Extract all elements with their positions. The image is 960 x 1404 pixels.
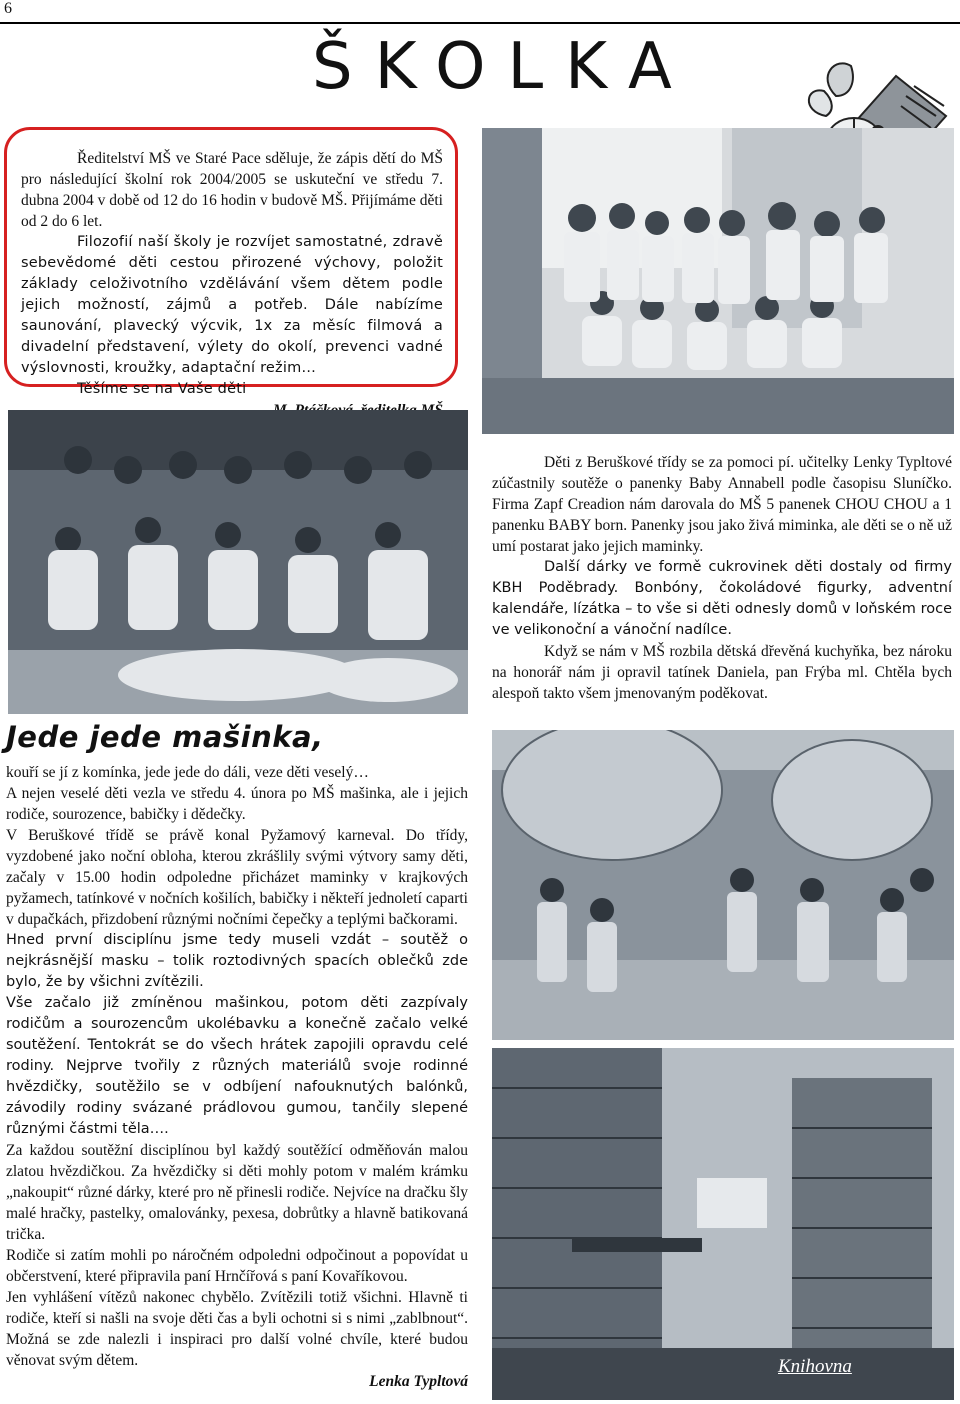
header-rule xyxy=(0,22,960,24)
library-caption: Knihovna xyxy=(778,1356,852,1377)
caption-paragraph: Děti z Beruškové třídy se za pomoci pí. učitelky Lenky Typltové zúčastnily soutěže o panenky Baby Annabell podle časopisu Sluníčko. Firma Zapf Creadion nám darovala do MŠ 5 panenek CHOU CHOU a 1 panenku BABY born. Panenky jsou jako živá miminka, ale děti se o ně už umí postarat jako jejich maminky. xyxy=(492,454,952,555)
dolls-caption xyxy=(492,452,952,704)
notice-paragraph: Filozofií naší školy je rozvíjet samostatné, zdravě sebevědomé děti cestou přirozené výchovy, položit základy celoživotního vzdělávání všem dětem podle jejich možností, zájmů a potřeb. Dále nabízíme saunování, plavecký výcvik, 1x za měsíc filmová a divadelní představení, výlety do okolí, prevenci vadné výslovnosti, kroužky, adaptační režim… xyxy=(21,234,443,376)
article-paragraph: Hned první disciplínu jsme tedy museli vzdát – soutěž o nejkrásnější masku – tolik roztodivných spacích oblečků zde bylo, že by všichni zvítězili. xyxy=(6,932,468,990)
article-paragraph: V Beruškové třídě se právě konal Pyžamový karneval. Do třídy, vyzdobené jako noční obloha, kterou zkrášlily svými výtvory samy děti, začaly v 15.00 hodin odpoledne přicházet maminky v krajkových pyžamech, tatínkové v nočních košilích, babičky i někteří jednoletí caparti v dupačkách, přizdobení různými nočními čepečky a teplými bačkorami. xyxy=(6,827,468,928)
article-paragraph: kouří se jí z komínka, jede jede do dáli, veze děti veselý… xyxy=(6,764,369,781)
article-paragraph: A nejen veselé děti vezla ve středu 4. února po MŠ mašinka, ale i jejich rodiče, sourozence, babičky i dědečky. xyxy=(6,785,468,823)
page-number: 6 xyxy=(4,0,12,17)
balloon-party-photo xyxy=(492,730,954,1040)
library-photo xyxy=(492,1048,954,1400)
pyjama-carnival-photo xyxy=(8,410,468,714)
notice-paragraph: Těšíme se na Vaše děti xyxy=(77,381,247,397)
caption-paragraph: Když se nám v MŠ rozbila dětská dřevěná kuchyňka, bez nároku na honorář nám ji opravil tatínek Daniela, pan Frýba ml. Chtěla bych alespoň takto všem jmenovaným poděkovat. xyxy=(492,643,952,702)
article-author: Lenka Typltová xyxy=(369,1373,468,1390)
carnival-article xyxy=(6,762,468,1392)
article-paragraph: Vše začalo již zmíněnou mašinkou, potom děti zazpívaly rodičům a sourozencům ukolébavku a konečně začalo velké soutěžení. Tentokrát se do všech hrátek zapojili opravdu celé rodiny. Nejprve tvořily z různých materiálů svoje rodinné hvězdičky, soutěžilo se v odbíjení nafouknutých balónků, závodily rodiny svázané prádlovou gumou, tančily slepené různými částmi těla…. xyxy=(6,995,468,1137)
page-title: ŠKOLKA xyxy=(312,30,694,104)
enrollment-notice xyxy=(4,127,458,397)
children-group-photo xyxy=(482,128,954,434)
article-paragraph: Za každou soutěžní disciplínou byl každý soutěžící odměňován malou zlatou hvězdičkou. Za hvězdičky si děti mohly potom v malém krámku „nakoupit“ různé dárky, které pro ně přinesli rodiče. Nejvíce na dračku šly malé hračky, pastelky, omalovánky, pexesa, dobrůtky a hlavně batikovaná trička. xyxy=(6,1142,468,1243)
notice-paragraph: Ředitelství MŠ ve Staré Pace sděluje, že zápis dětí do MŠ pro následující školní rok 2004/2005 se uskuteční ve středu 7. dubna 2004 v době od 12 do 16 hodin v budově MŠ. Přijímáme děti od 2 do 6 let. xyxy=(21,150,443,230)
article-paragraph: Rodiče si zatím mohli po náročném odpoledni odpočinout a popovídat u občerstvení, které připravila paní Hrnčířová s paní Kovaříkovou. xyxy=(6,1247,468,1285)
caption-paragraph: Další dárky ve formě cukrovinek děti dostaly od firmy KBH Poděbrady. Bonbóny, čokoládové figurky, adventní kalendáře, lízátka – to vše si děti odnesly domů v loňském roce ve velikonoční a vánoční nadílce. xyxy=(492,559,952,638)
article-paragraph: Jen vyhlášení vítězů nakonec chybělo. Zvítězili totiž všichni. Hlavně ti rodiče, kteří si našli na svoje děti čas a byli ochotni si s nimi „zablbnout“. Možná se zde nalezli i inspiraci pro další volné chvíle, které budou věnovat svým dětem. xyxy=(6,1289,468,1369)
article-title: Jede jede mašinka, xyxy=(6,720,324,754)
